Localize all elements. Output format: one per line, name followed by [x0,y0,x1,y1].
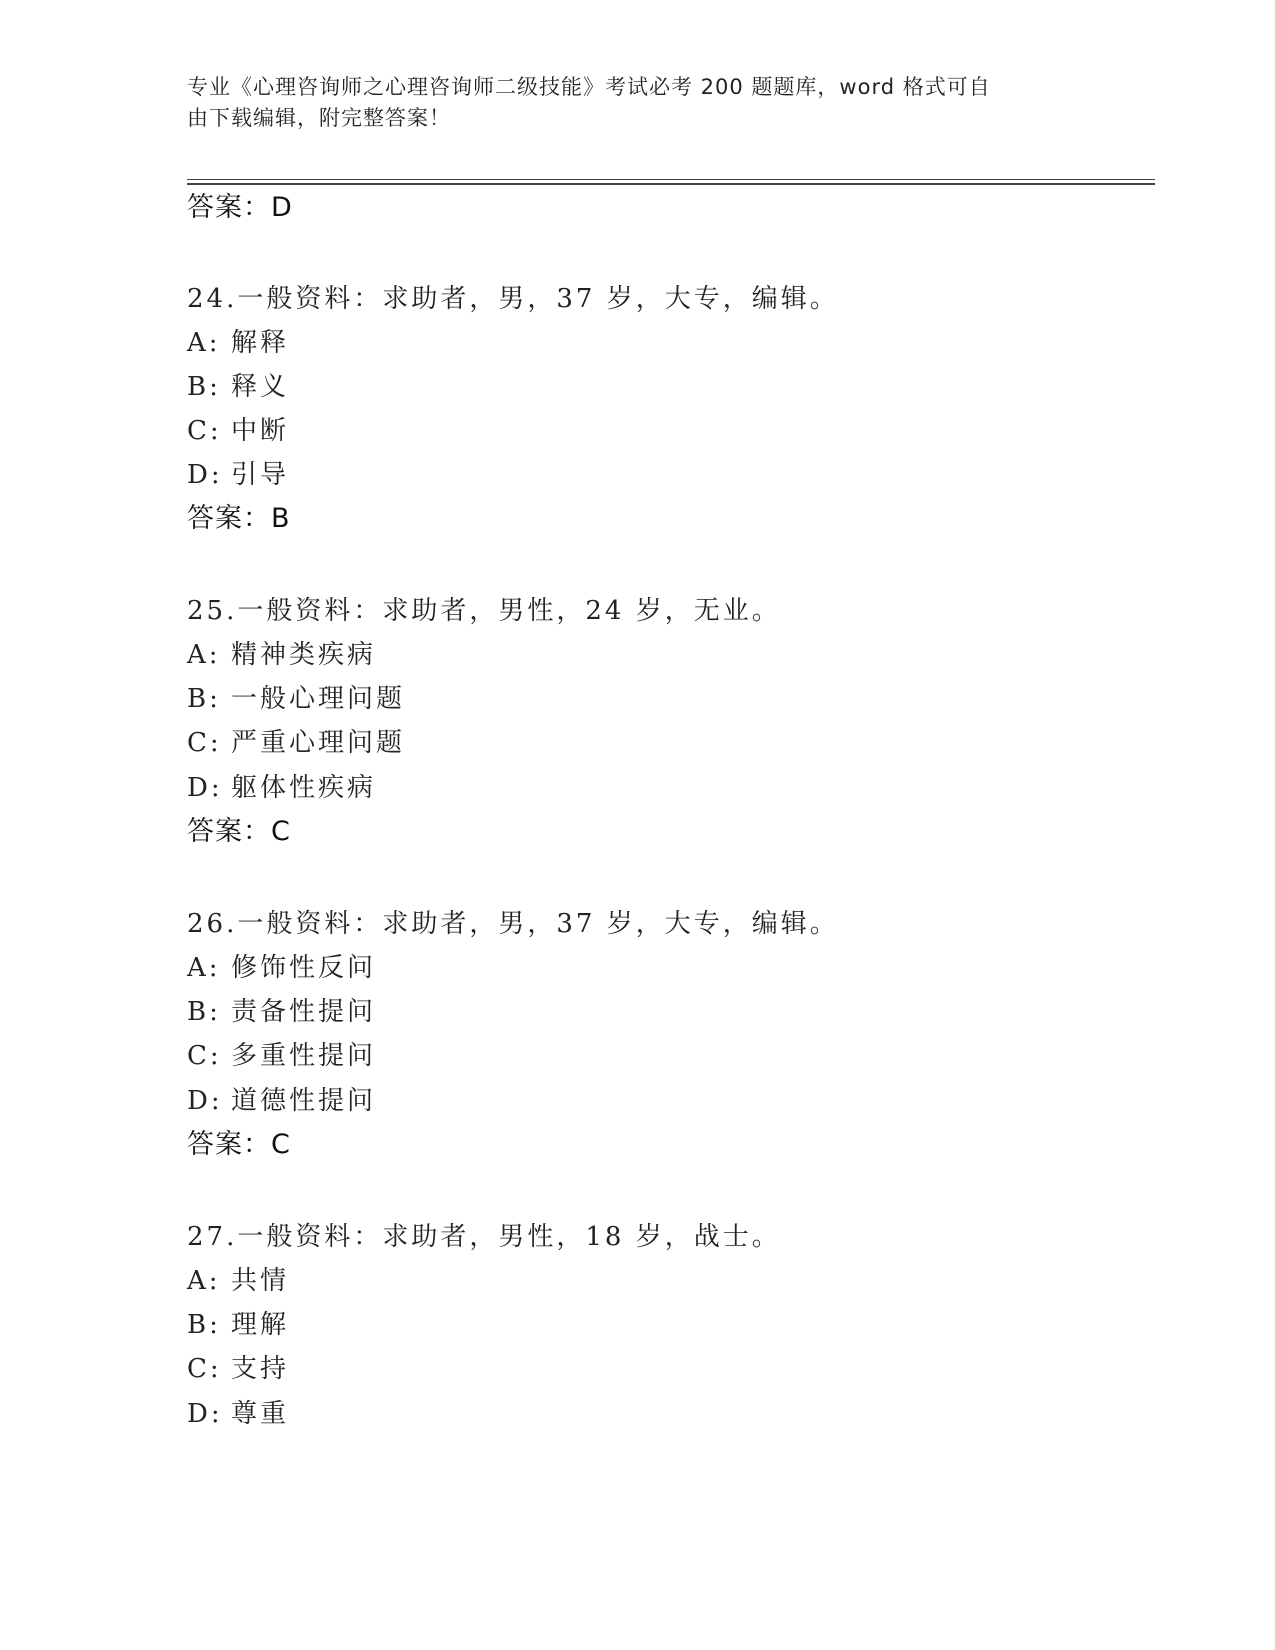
answer-line: 答案：C [187,816,291,847]
option-text: 责备性提问 [231,997,377,1027]
option-a [187,1264,289,1298]
option-letter: D: [187,1086,223,1116]
option-d [187,771,376,805]
option-b [187,370,289,404]
option-c [187,414,289,448]
option-c [187,726,405,760]
option-text: 尊重 [231,1399,290,1429]
header-divider-thick [187,183,1155,185]
answer-line: 答案：C [187,1129,291,1160]
question-text: 25.一般资料：求助者，男性，24 岁，无业。 [187,596,781,626]
option-d [187,1084,376,1118]
option-text: 严重心理问题 [231,728,406,758]
option-letter: C: [187,728,222,758]
option-b [187,995,376,1029]
header-line-1: 专业《心理咨询师之心理咨询师二级技能》考试必考 200 题题库，word 格式可自 [187,75,991,99]
option-a [187,638,376,672]
option-text: 中断 [231,416,290,446]
header-line-2: 由下载编辑，附完整答案！ [187,106,451,130]
option-text: 精神类疾病 [231,640,377,670]
option-letter: A: [187,1266,221,1296]
option-letter: A: [187,328,221,358]
option-text: 引导 [231,460,290,490]
option-d [187,458,289,492]
option-c [187,1352,289,1386]
option-d [187,1397,289,1431]
option-letter: C: [187,1041,222,1071]
option-letter: A: [187,953,221,983]
option-text: 躯体性疾病 [231,773,377,803]
option-text: 解释 [231,328,290,358]
option-text: 多重性提问 [231,1041,377,1071]
option-text: 修饰性反问 [231,953,377,983]
answer-line: 答案：D [187,192,293,223]
option-text: 共情 [231,1266,290,1296]
option-letter: D: [187,460,223,490]
option-letter: D: [187,773,223,803]
question-text: 24.一般资料：求助者，男，37 岁，大专，编辑。 [187,284,839,314]
option-text: 支持 [231,1354,290,1384]
option-text: 一般心理问题 [231,684,406,714]
option-letter: C: [187,1354,222,1384]
option-a [187,326,289,360]
option-letter: B: [187,372,221,402]
option-letter: B: [187,684,221,714]
answer-line: 答案：B [187,503,291,534]
option-text: 释义 [231,372,290,402]
option-text: 道德性提问 [231,1086,377,1116]
option-text: 理解 [231,1310,290,1340]
option-b [187,1308,289,1342]
header-divider-thin [187,179,1155,180]
document-header [187,72,1067,134]
option-letter: A: [187,640,221,670]
option-letter: D: [187,1399,223,1429]
option-c [187,1039,376,1073]
option-letter: B: [187,1310,221,1340]
option-letter: C: [187,416,222,446]
option-a [187,951,376,985]
option-b [187,682,405,716]
question-text: 27.一般资料：求助者，男性，18 岁，战士。 [187,1222,781,1252]
option-letter: B: [187,997,221,1027]
question-text: 26.一般资料：求助者，男，37 岁，大专，编辑。 [187,909,839,939]
